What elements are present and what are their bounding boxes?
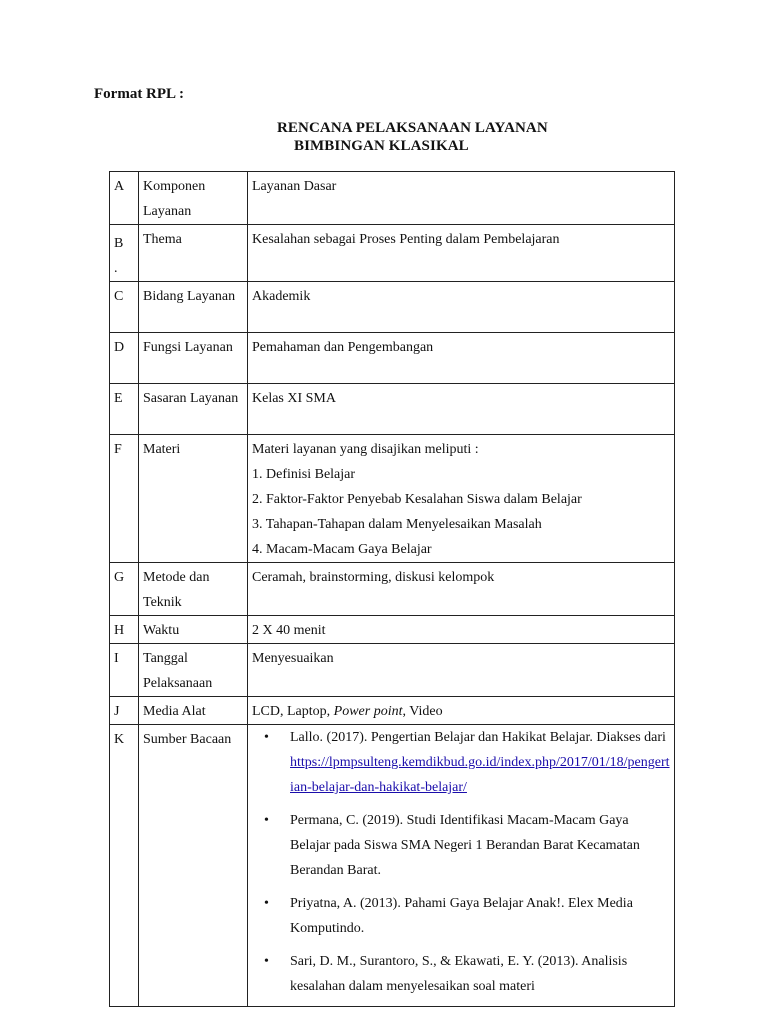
row-label: Bidang Layanan <box>139 282 248 333</box>
row-label: Fungsi Layanan <box>139 333 248 384</box>
materi-item: 1. Definisi Belajar <box>252 467 356 482</box>
table-row <box>110 644 675 697</box>
row-letter: C <box>110 282 139 333</box>
row-letter: H <box>110 616 139 644</box>
table-row <box>110 282 675 333</box>
materi-content <box>248 435 675 563</box>
row-label: Metode dan Teknik <box>139 563 248 616</box>
table-row-materi <box>110 435 675 563</box>
table-row <box>110 697 675 725</box>
row-letter: I <box>110 644 139 697</box>
table-row <box>110 225 675 282</box>
row-label: Sumber Bacaan <box>139 725 248 1007</box>
document-title-line2: BIMBINGAN KLASIKAL <box>294 138 469 154</box>
table-row <box>110 333 675 384</box>
media-text: LCD, Laptop, <box>252 704 334 719</box>
list-item <box>248 725 670 800</box>
row-value: 2 X 40 menit <box>248 616 675 644</box>
row-label: Tanggal Pelaksanaan <box>139 644 248 697</box>
row-letter: J <box>110 697 139 725</box>
reference-text: Lallo. (2017). Pengertian Belajar dan Hakikat Belajar. Diakses dari <box>290 730 666 745</box>
materi-item: 2. Faktor-Faktor Penyebab Kesalahan Siswa dalam Belajar <box>252 492 582 507</box>
table-row-sumber <box>110 725 675 1007</box>
list-item: • Priyatna, A. (2013). Pahami Gaya Belajar Anak!. Elex Media Komputindo. <box>248 891 670 941</box>
list-item: • Permana, C. (2019). Studi Identifikasi Macam-Macam Gaya Belajar pada Siswa SMA Negeri 1 Berandan Barat Kecamatan Berandan Barat. <box>248 808 670 883</box>
table-row <box>110 616 675 644</box>
row-label: Media Alat <box>139 697 248 725</box>
row-letter: K <box>110 725 139 1007</box>
materi-item: 4. Macam-Macam Gaya Belajar <box>252 542 432 557</box>
table-row <box>110 172 675 225</box>
row-value: Kelas XI SMA <box>248 384 675 435</box>
row-label: Komponen Layanan <box>139 172 248 225</box>
row-value: Kesalahan sebagai Proses Penting dalam Pembelajaran <box>248 225 675 282</box>
reference-list <box>248 725 675 1007</box>
row-letter: B . <box>110 225 139 282</box>
row-letter: D <box>110 333 139 384</box>
row-letter: F <box>110 435 139 563</box>
table-row <box>110 563 675 616</box>
format-label: Format RPL : <box>94 86 184 102</box>
materi-item: 3. Tahapan-Tahapan dalam Menyelesaikan Masalah <box>252 517 542 532</box>
row-label: Materi <box>139 435 248 563</box>
row-value: Pemahaman dan Pengembangan <box>248 333 675 384</box>
rpl-table <box>109 171 675 1007</box>
row-letter: G <box>110 563 139 616</box>
list-item: • Sari, D. M., Surantoro, S., & Ekawati, E. Y. (2013). Analisis kesalahan dalam menyelesaikan soal materi <box>248 949 670 999</box>
media-text-italic: Power point <box>333 704 403 719</box>
row-value: Layanan Dasar <box>248 172 675 225</box>
materi-intro: Materi layanan yang disajikan meliputi : <box>252 442 479 457</box>
row-label: Thema <box>139 225 248 282</box>
row-value: Menyesuaikan <box>248 644 675 697</box>
row-label: Waktu <box>139 616 248 644</box>
row-label: Sasaran Layanan <box>139 384 248 435</box>
row-letter: A <box>110 172 139 225</box>
row-value <box>248 697 675 725</box>
reference-link[interactable]: https://lpmpsulteng.kemdikbud.go.id/index.php/2017/01/18/pengertian-belajar-dan-hakikat-belajar/ <box>290 755 670 795</box>
row-value: Ceramah, brainstorming, diskusi kelompok <box>248 563 675 616</box>
table-row <box>110 384 675 435</box>
media-text: , Video <box>402 704 443 719</box>
row-value: Akademik <box>248 282 675 333</box>
document-title-line1: RENCANA PELAKSANAAN LAYANAN <box>277 120 548 136</box>
row-letter: E <box>110 384 139 435</box>
